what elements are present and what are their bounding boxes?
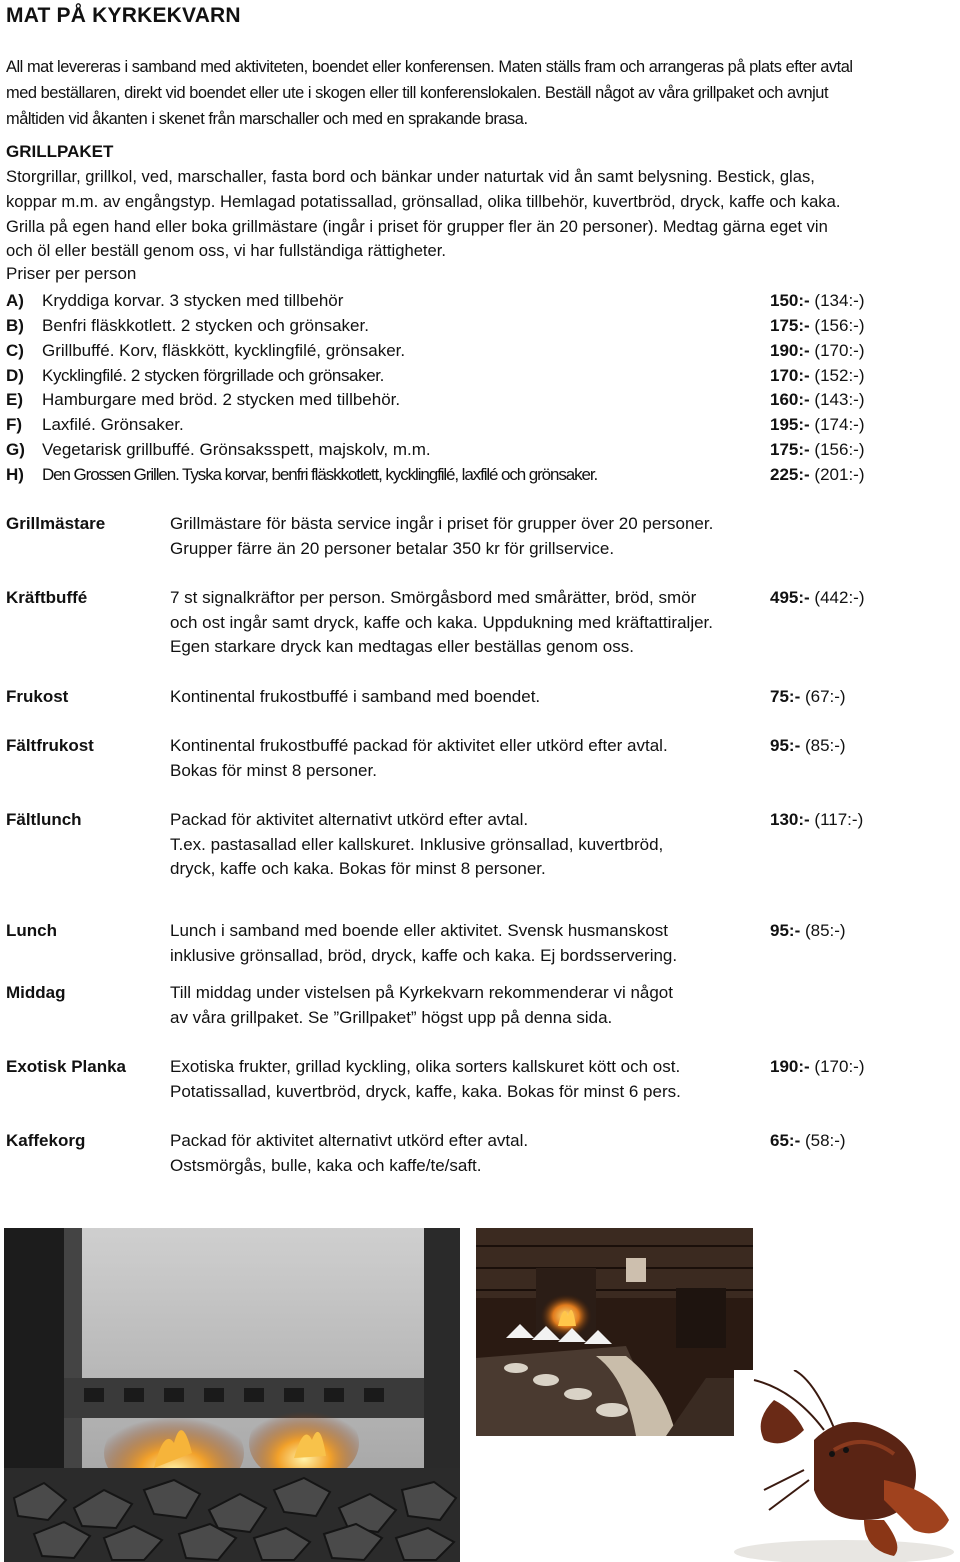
package-letter: H)	[6, 465, 24, 484]
price-value: 190:-	[770, 1057, 810, 1076]
section-label: Kaffekorg	[6, 1131, 86, 1150]
member-price: (117:-)	[814, 810, 864, 829]
package-price	[770, 364, 865, 388]
section-line: Packad för aktivitet alternativt utkörd efter avtal.	[170, 1131, 529, 1150]
section-line: Egen starkare dryck kan medtagas eller beställas genom oss.	[170, 637, 634, 657]
package-description: Kycklingfilé. 2 stycken förgrillade och grönsaker.	[42, 366, 384, 385]
member-price: (143:-)	[814, 390, 865, 409]
package-row	[6, 388, 956, 412]
section-line: Lunch i samband med boende eller aktivitet. Svensk husmanskost	[170, 921, 668, 940]
section-text	[170, 734, 770, 783]
price-value: 175:-	[770, 440, 810, 459]
package-price	[770, 413, 865, 437]
section-label: Middag	[6, 983, 66, 1002]
section-line: dryck, kaffe och kaka. Bokas för minst 8 personer.	[170, 859, 546, 879]
section-price	[770, 685, 846, 710]
price-value: 130:-	[770, 810, 810, 829]
section-price	[770, 734, 846, 759]
package-price	[770, 388, 865, 412]
grillpaket-heading: GRILLPAKET	[6, 142, 114, 161]
package-description: Vegetarisk grillbuffé. Grönsaksspett, majskolv, m.m.	[42, 440, 431, 459]
grillpaket-line: Grilla på egen hand eller boka grillmästare (ingår i priset för grupper fler än 20 personer). Medtag gärna eget vin	[6, 216, 828, 236]
section-line: av våra grillpaket. Se ”Grillpaket” högst upp på denna sida.	[170, 1007, 613, 1027]
section-line: 7 st signalkräftor per person. Smörgåsbord med smårätter, bröd, smör	[170, 588, 697, 607]
section-line: Kontinental frukostbuffé packad för aktivitet eller utkörd efter avtal.	[170, 736, 668, 755]
section-line: Grupper färre än 20 personer betalar 350 kr för grillservice.	[170, 538, 615, 558]
member-price: (170:-)	[814, 1057, 865, 1076]
package-letter: A)	[6, 291, 24, 310]
price-value: 175:-	[770, 316, 810, 335]
price-value: 65:-	[770, 1131, 801, 1150]
grillpaket-description	[6, 165, 951, 264]
section-line: Ostsmörgås, bulle, kaka och kaffe/te/saft.	[170, 1155, 482, 1175]
package-letter: B)	[6, 316, 24, 335]
intro-line: med beställaren, direkt vid boendet eller ute i skogen eller till konferenslokalen. Beställ något av våra grillpaket och avnjut	[6, 84, 829, 102]
member-price: (67:-)	[804, 687, 846, 706]
section-label: Frukost	[6, 687, 69, 706]
intro-paragraph	[6, 54, 958, 132]
package-row	[6, 413, 956, 437]
section-line: och ost ingår samt dryck, kaffe och kaka. Uppdukning med kräftattiraljer.	[170, 612, 714, 632]
intro-line: måltiden vid åkanten i skenet från marschaller och med en sprakande brasa.	[6, 110, 528, 128]
price-value: 95:-	[770, 736, 801, 755]
member-price: (170:-)	[814, 341, 865, 360]
price-value: 95:-	[770, 921, 801, 940]
intro-line: All mat levereras i samband med aktiviteten, boendet eller konferensen. Maten ställs fram och arrangeras på plats efter avtal	[6, 58, 853, 76]
section-line: Till middag under vistelsen på Kyrkekvarn rekommenderar vi något	[170, 983, 673, 1002]
price-value: 160:-	[770, 390, 810, 409]
member-price: (152:-)	[814, 366, 865, 385]
grill-photo	[4, 1228, 460, 1562]
section-text	[170, 1129, 770, 1178]
crayfish-photo	[734, 1370, 960, 1562]
package-letter: D)	[6, 366, 24, 385]
package-description: Benfri fläskkotlett. 2 stycken och grönsaker.	[42, 316, 369, 335]
page-title: MAT PÅ KYRKEKVARN	[6, 4, 241, 27]
member-price: (442:-)	[814, 588, 865, 607]
package-description: Laxfilé. Grönsaker.	[42, 415, 184, 434]
section-label: Kräftbuffé	[6, 588, 88, 607]
package-letter: C)	[6, 341, 24, 360]
price-value: 170:-	[770, 366, 810, 385]
package-price	[770, 438, 865, 462]
section-line: Packad för aktivitet alternativt utkörd efter avtal.	[170, 810, 529, 829]
grillpaket-line: Storgrillar, grillkol, ved, marschaller, fasta bord och bänkar under naturtak vid ån samt belysning. Bestick, glas,	[6, 167, 815, 186]
price-value: 195:-	[770, 415, 810, 434]
section-price	[770, 1055, 865, 1080]
package-price	[770, 463, 865, 487]
package-description: Kryddiga korvar. 3 stycken med tillbehör	[42, 291, 344, 310]
prices-label: Priser per person	[6, 264, 137, 283]
price-value: 75:-	[770, 687, 801, 706]
section-text	[170, 512, 770, 561]
package-description: Grillbuffé. Korv, fläskkött, kycklingfilé, grönsaker.	[42, 341, 406, 360]
section-text	[170, 919, 770, 968]
section-text	[170, 685, 770, 710]
section-label: Fältfrukost	[6, 736, 94, 755]
section-line: Exotiska frukter, grillad kyckling, olika sorters kallskuret kött och ost.	[170, 1057, 681, 1076]
package-row	[6, 463, 956, 487]
package-row	[6, 289, 956, 313]
section-price	[770, 919, 846, 944]
package-price	[770, 339, 865, 363]
price-value: 190:-	[770, 341, 810, 360]
package-letter: G)	[6, 440, 25, 459]
package-price	[770, 289, 865, 313]
package-letter: F)	[6, 415, 23, 434]
package-description: Den Grossen Grillen. Tyska korvar, benfri fläskkotlett, kycklingfilé, laxfilé och grönsaker.	[42, 465, 598, 484]
section-price	[770, 808, 863, 833]
section-text	[170, 586, 770, 660]
section-text	[170, 981, 770, 1030]
section-line: Potatissallad, kuvertbröd, dryck, kaffe, kaka. Bokas för minst 6 pers.	[170, 1081, 681, 1101]
section-label: Exotisk Planka	[6, 1057, 127, 1076]
package-row	[6, 314, 956, 338]
section-line: Bokas för minst 8 personer.	[170, 760, 377, 780]
section-line: T.ex. pastasallad eller kallskuret. Inklusive grönsallad, kuvertbröd,	[170, 834, 664, 854]
section-text	[170, 1055, 770, 1104]
price-value: 150:-	[770, 291, 810, 310]
package-description: Hamburgare med bröd. 2 stycken med tillbehör.	[42, 390, 401, 409]
member-price: (156:-)	[814, 316, 865, 335]
package-row	[6, 438, 956, 462]
dining-hall-photo	[476, 1228, 753, 1436]
price-value: 495:-	[770, 588, 810, 607]
member-price: (156:-)	[814, 440, 865, 459]
price-value: 225:-	[770, 465, 810, 484]
package-letter: E)	[6, 390, 23, 409]
section-price	[770, 586, 865, 611]
section-line: inklusive grönsallad, bröd, dryck, kaffe och kaka. Ej bordsservering.	[170, 945, 678, 965]
section-price	[770, 1129, 846, 1154]
member-price: (85:-)	[804, 921, 846, 940]
section-line: Grillmästare för bästa service ingår i priset för grupper över 20 personer.	[170, 514, 714, 533]
grillpaket-line: koppar m.m. av engångstyp. Hemlagad potatissallad, grönsallad, olika tillbehör, kuvertbröd, dryck, kaffe och kaka.	[6, 191, 841, 211]
package-row	[6, 364, 956, 388]
section-text	[170, 808, 770, 882]
member-price: (174:-)	[814, 415, 865, 434]
package-price	[770, 314, 865, 338]
member-price: (134:-)	[814, 291, 865, 310]
package-row	[6, 339, 956, 363]
member-price: (58:-)	[804, 1131, 846, 1150]
section-label: Grillmästare	[6, 514, 106, 533]
section-label: Lunch	[6, 921, 57, 940]
member-price: (85:-)	[804, 736, 846, 755]
section-line: Kontinental frukostbuffé i samband med boendet.	[170, 687, 541, 706]
section-label: Fältlunch	[6, 810, 82, 829]
member-price: (201:-)	[814, 465, 865, 484]
grillpaket-line: och öl eller beställ genom oss, vi har fullständiga rättigheter.	[6, 241, 446, 261]
